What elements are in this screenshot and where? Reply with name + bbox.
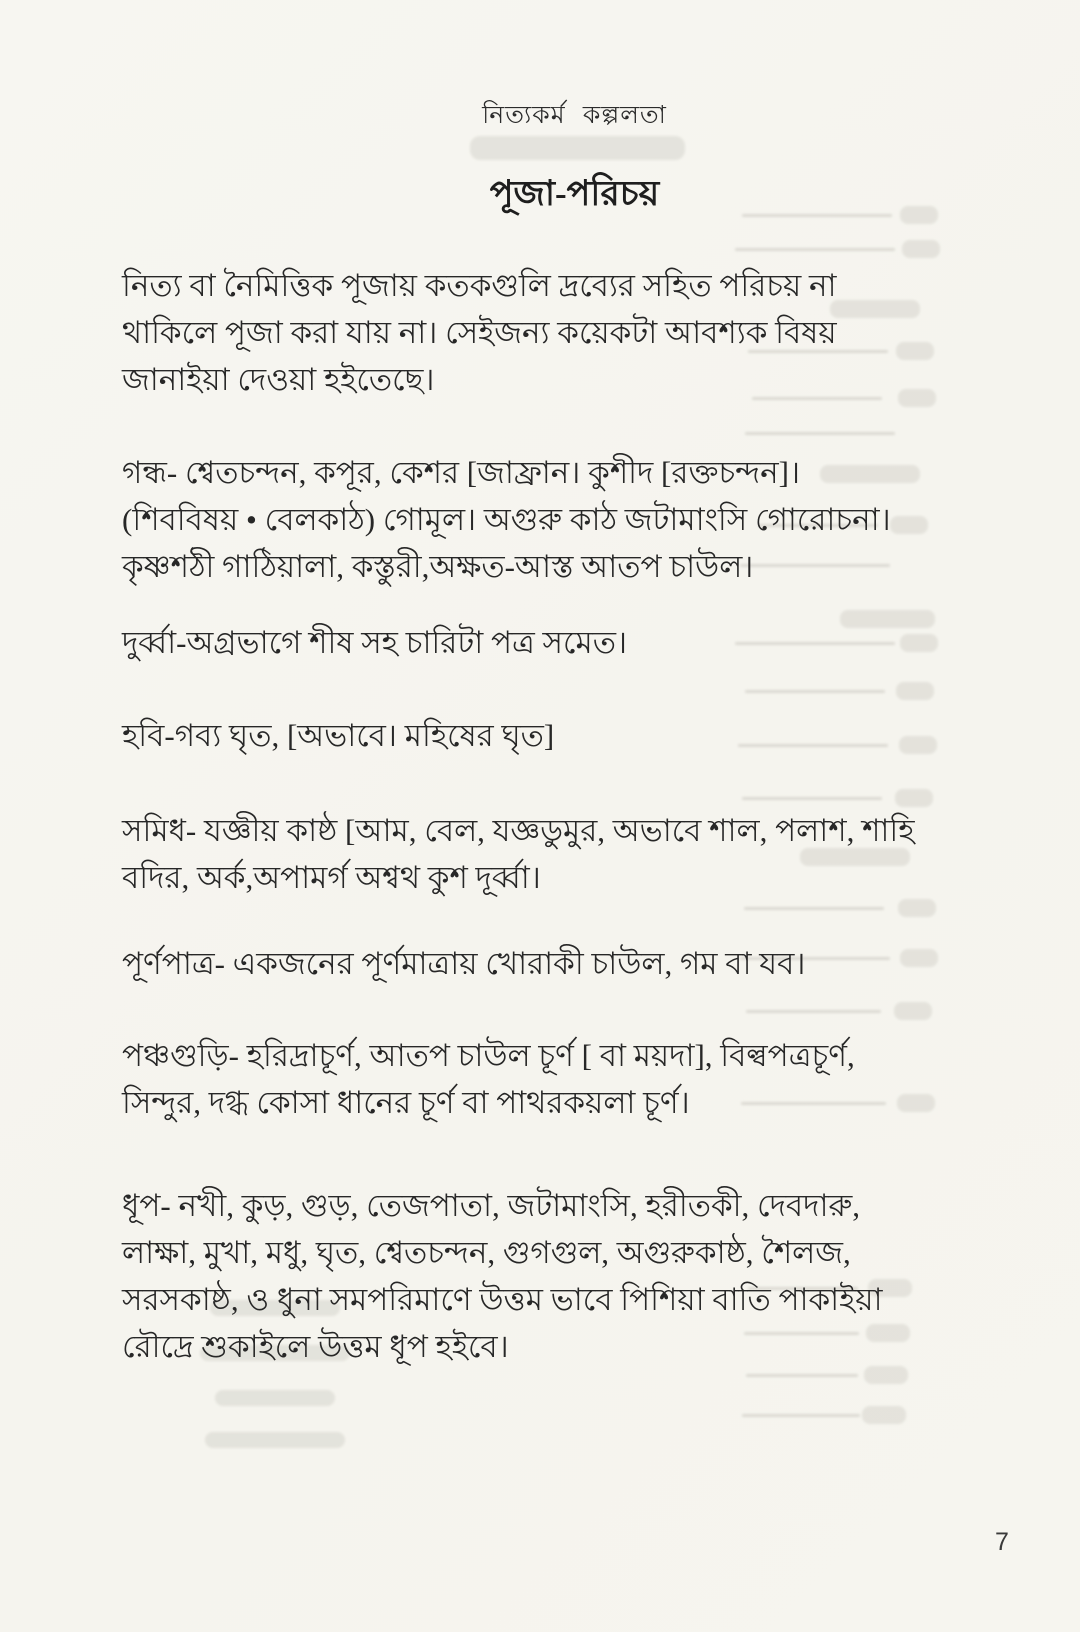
paragraph-gandha [122,449,974,590]
text-line: কৃষ্ণশঠী গাঠিয়ালা, কস্তুরী,অক্ষত-আস্ত আতপ চাউল। [122,549,754,584]
bleedthrough-line [746,1374,858,1377]
paragraph-samidh [122,807,974,901]
text-line: সিন্দুর, দগ্ধ কোসা ধানের চূর্ণ বা পাথরকয়লা চূর্ণ। [122,1085,690,1120]
bleedthrough-smudge [470,136,685,160]
text-line: পূর্ণপাত্র- একজনের পূর্ণমাত্রায় খোরাকী চাউল, গম বা যব। [122,946,806,981]
section-title: পূজা-পরিচয় [489,174,660,213]
bleedthrough-line [742,1414,860,1417]
text-line: গন্ধ- শ্বেতচন্দন, কপূর, কেশর [জাফ্রান। কুশীদ [রক্তচন্দন]। [122,455,801,490]
bleedthrough-line [745,432,895,435]
bleedthrough-blob [898,899,936,917]
text-line: হবি-গব্য ঘৃত, [অভাবে। মহিষের ঘৃত] [122,718,555,753]
bleedthrough-blob [894,1002,932,1020]
text-line: সমিধ- যজ্ঞীয় কাষ্ঠ [আম, বেল, যজ্ঞডুমুর, অভাবে শাল, পলাশ, শাহি [122,813,915,848]
text-line: (শিববিষয় • বেলকাঠ) গোমূল। অগুরু কাঠ জটামাংসি গোরোচনা। [122,502,891,537]
book-title: নিত্যকর্ম কল্পলতা [482,102,667,129]
bleedthrough-line [742,797,882,800]
bleedthrough-blob [902,240,940,258]
paragraph-panchaguri [122,1032,974,1126]
text-line: থাকিলে পূজা করা যায় না। সেইজন্য কয়েকটা আবশ্যক বিষয় [122,315,837,350]
paragraph-purnapatra [122,940,974,987]
bleedthrough-blob [896,682,934,700]
text-line: দুর্ব্বা-অগ্রভাগে শীষ সহ চারিটা পত্র সমেত। [122,625,628,660]
text-line: পঞ্চগুড়ি- হরিদ্রাচূর্ণ, আতপ চাউল চূর্ণ [ বা ময়দা], বিল্বপত্রচূর্ণ, [122,1038,855,1073]
bleedthrough-line [745,690,885,693]
bleedthrough-smudge [205,1432,345,1448]
paragraph-dhup [122,1182,974,1370]
page-number: 7 [995,1528,1009,1556]
paragraph-durba [122,619,974,666]
bleedthrough-blob [895,789,933,807]
text-line: রৌদ্রে শুকাইলে উত্তম ধূপ হইবে। [122,1329,509,1364]
text-line: লাক্ষা, মুখা, মধু, ঘৃত, শ্বেতচন্দন, গুগগুল, অগুরুকাষ্ঠ, শৈলজ, [122,1235,851,1270]
paragraph-habi [122,712,974,759]
text-line: জানাইয়া দেওয়া হইতেছে। [122,362,435,397]
text-line: ধূপ- নখী, কুড়, গুড়, তেজপাতা, জটামাংসি, হরীতকী, দেবদারু, [122,1188,860,1223]
bleedthrough-smudge [215,1390,335,1406]
paragraph-intro [122,262,974,403]
text-line: সরসকাষ্ঠ, ও ধুনা সমপরিমাণে উত্তম ভাবে পিশিয়া বাতি পাকাইয়া [122,1282,883,1317]
bleedthrough-blob [862,1406,906,1424]
text-line: নিত্য বা নৈমিত্তিক পূজায় কতকগুলি দ্রব্যের সহিত পরিচয় না [122,268,837,303]
bleedthrough-line [735,248,895,251]
bleedthrough-line [744,907,884,910]
text-line: বদির, অর্ক,অপামর্গ অশ্বথ কুশ দূর্ব্বা। [122,860,541,895]
bleedthrough-line [746,1010,881,1013]
